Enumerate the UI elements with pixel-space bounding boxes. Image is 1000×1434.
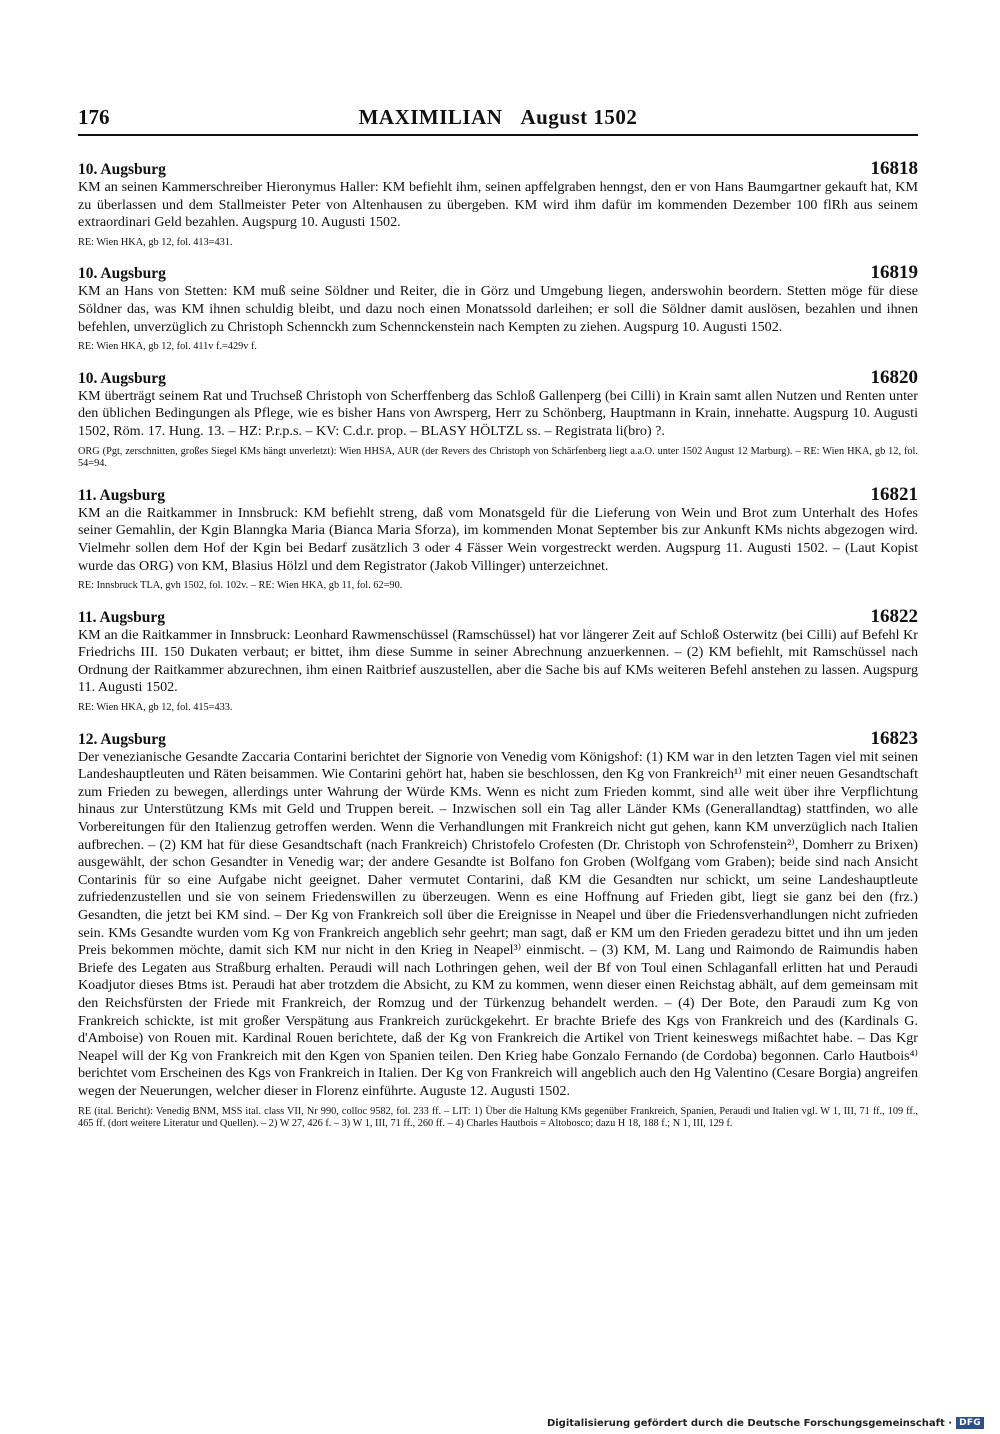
entry-number: 16820: [870, 366, 918, 388]
dfg-logo: DFG: [956, 1417, 984, 1429]
entry-text: KM an die Raitkammer in Innsbruck: Leonhard Rawmenschüssel (Ramschüssel) hat vor längerer Zeit auf Schloß Osterwitz (bei Cilli) auf Befehl Kr Friedrichs III. 150 Dukaten verbaut; er bittet, ihm diese Summe in seiner Abrechnung anzuerkennen. – (2) KM befiehlt, mit Ramschüssel nach Ordnung der Raitkammer abzurechnen, ihm einen Raitbrief auszustellen, aber die Sache bis auf KMs weiteren Befehl anstehen zu lassen. Augspurg 11. Augusti 1502.: [78, 626, 918, 696]
page-header: [78, 104, 918, 136]
entry-date: 10. Augsburg: [78, 161, 166, 178]
entry-text: KM an Hans von Stetten: KM muß seine Söldner und Reiter, die in Görz und Umgebung liegen, anderswohin beordern. Stetten möge für diese Söldner das, was KM ihnen schuldig bleibt, und dazu noch einen Monatssold darleihen; er soll die Söldner damit auslösen, bezahlen und ihnen befehlen, unverzüglich zu Christoph Schennckh zum Schennckenstein nach Kempten zu ziehen. Augspurg 10. Augusti 1502.: [78, 283, 918, 335]
entry-heading: [78, 367, 918, 389]
document-page: [78, 104, 918, 1144]
entry-number: 16818: [870, 158, 918, 179]
entry-heading: [78, 158, 918, 180]
entry-text: KM an die Raitkammer in Innsbruck: KM befiehlt streng, daß vom Monatsgeld für die Lieferung von Wein und Brot zum Unterhalt des Hofes seiner Gemahlin, der Kgin Blanngka Maria (Bianca Maria Sforza), im kommenden Monat September bis zur Ankunft KMs nichts abgezogen wird. Vielmehr sollen dem Hof der Kgin bei Bedarf zusätzlich 3 oder 4 Fässer Wein vorgestreckt werden. Augspurg 11. Augusti 1502. – (Laut Kopist wurde das ORG) von KM, Blasius Hölzl und dem Registrator (Jakob Villinger) unterzeichnet.: [78, 504, 918, 574]
entry-number: 16821: [870, 483, 918, 505]
entry-source: RE (ital. Bericht): Venedig BNM, MSS ital. class VII, Nr 990, colloc 9582, fol. 233 ff. – LIT: 1) Über die Haltung KMs gegenüber Frankreich, Spanien, Peraudi und Italien vgl. W 1, III, 71 ff., 109 ff., 465 ff. (dort weitere Literatur und Quellen). – 2) W 27, 426 f. – 3) W 1, III, 71 ff., 260 ff. – 4) Charles Hautbois = Altobosco; dazu H 18, 188 f.; N 1, III, 129 f.: [78, 1105, 918, 1130]
entry-source: RE: Wien HKA, gb 12, fol. 413=431.: [78, 236, 233, 248]
entry-date: 11. Augsburg: [78, 486, 166, 504]
entry-source: RE: Innsbruck TLA, gvh 1502, fol. 102v. – RE: Wien HKA, gb 11, fol. 62=90.: [78, 580, 403, 592]
entry-source: ORG (Pgt, zerschnitten, großes Siegel KMs hängt unverletzt): Wien HHSA, AUR (der Revers des Christoph von Schärfenberg liegt a.a.O. unter 1502 August 12 Marburg). – RE: Wien HKA, gb 12, fol. 54=94.: [78, 445, 918, 470]
entry-heading: [78, 728, 918, 750]
entry-date: 10. Augsburg: [78, 265, 166, 283]
running-head-month: August 1502: [520, 105, 638, 129]
page-footer: [547, 1417, 984, 1429]
entry: [78, 728, 918, 1131]
entry-number: 16823: [870, 727, 918, 749]
entry-number: 16819: [870, 262, 918, 284]
entries-list: [78, 158, 918, 1131]
entry-source: RE: Wien HKA, gb 12, fol. 411v f.=429v f.: [78, 341, 257, 353]
footer-credit: Digitalisierung gefördert durch die Deutsche Forschungsgemeinschaft ·: [546, 1417, 953, 1429]
entry-text: KM überträgt seinem Rat und Truchseß Christoph von Scherffenberg das Schloß Gallenperg (bei Cilli) in Krain samt allen Nutzen und Renten unter den üblichen Bedingungen als Pflege, wie es bisher Hans von Awrsperg, Herr zu Schönberg, Hauptmann in Krain, innehatte. Augspurg 10. Augusti 1502, Röm. 17. Hung. 13. – HZ: P.r.p.s. – KV: C.d.r. prop. – BLASY HÖLTZL ss. – Registrata li(bro) ?.: [78, 387, 918, 439]
entry: [78, 606, 918, 715]
entry-date: 12. Augsburg: [78, 730, 166, 748]
entry: [78, 158, 918, 249]
entry-heading: [78, 484, 918, 506]
entry-heading: [78, 262, 918, 284]
entry: [78, 262, 918, 353]
entry-text: Der venezianische Gesandte Zaccaria Contarini berichtet der Signorie von Venedig vom Königshof: (1) KM war in den letzten Tagen viel mit seinen Landeshauptleuten und Räten beisammen. Wie Contarini gehört hat, haben sie beschlossen, den Kg von Frankreich¹⁾ mit einer neuen Gesandtschaft zum Frieden zu bewegen, allerdings unter Wahrung der Würde KMs. Wenn es nicht zum Frieden kommt, sind alle weit über ihre Verpflichtung hinaus zur Unterstützung KMs mit Geld und Truppen bereit. – Inzwischen soll ein Tag aller Länder KMs (Generallandtag) stattfinden, wo alle Vorbereitungen für den Italienzug getroffen werden. Wenn die Verhandlungen mit Frankreich nicht gut gehen, kann KM unverzüglich nach Italien aufbrechen. – (2) KM hat für diese Gesandtschaft (nach Frankreich) Christofelo Crofesten (Dr. Christoph von Schrofenstein²⁾, Domherr zu Brixen) ausgewählt, der schon Gesandter in Venedig war; der andere Gesandte ist Bolfano fon Groben (Wolfgang vom Graben); beide sind nach Ansicht Contarinis für so eine Aufgabe nicht geeignet. Daher vermutet Contarini, daß KM die Gesandten nur schickt, um seine Landeshauptleute zufriedenzustellen und sie von seinem Friedenswillen zu überzeugen. Wenn es eine Hoffnung auf Frieden gibt, liegt sie ganz bei den (frz.) Gesandten, die jetzt bei KM sind. – Der Kg von Frankreich soll über die Ereignisse in Neapel und über die Friedensverhandlungen nicht zufrieden sein. KMs Gesandte wurden vom Kg von Frankreich angeblich sehr geehrt; man sagt, daß er KM um den Frieden geradezu bittet und ihn um jeden Preis bekommen möchte, damit sich KM nur nicht in den Krieg in Neapel³⁾ einmischt. – (3) KM, M. Lang und Raimondo de Raimundis haben Briefe des Legaten aus Straßburg erhalten. Peraudi will nach Lothringen gehen, weil der Bf von Toul einen Schlaganfall erlitten hat und Peraudi Koadjutor dieses Btms ist. Peraudi hat aber trotzdem die Absicht, zu KM zu kommen, wenn dieser einen Reichstag abhält, auf dem gemeinsam mit den Reichsfürsten der Friede mit Frankreich, der Romzug und der Türkenzug behandelt werden. – (4) Der Bote, den Paraudi zum Kg von Frankreich schickte, ist mit großer Verspätung aus Frankreich zurückgekehrt. Er brachte Briefe des Kgs von Frankreich und des (Kardinals G. d'Amboise) von Rouen mit. Kardinal Rouen berichtete, daß der Kg von Frankreich die Artikel von Trient keineswegs mißachtet habe. – Das Kgr Neapel will der Kg von Frankreich mit den Kgen von Spanien teilen. Den Krieg habe Gonzalo Fernando (de Cordoba) begonnen. Carlo Hautbois⁴⁾ berichtet vom Erscheinen des Kgs von Frankreich in Italien. Der Kg von Frankreich will angeblich auch den Hg Valentino (Cesare Borgia) angreifen wegen der Neuerungen, welcher dieser in Florenz einführte. Auguste 12. Augusti 1502.: [78, 748, 918, 1099]
running-head: [138, 104, 918, 130]
page-number: 176: [78, 105, 110, 129]
entry: [78, 367, 918, 471]
entry-number: 16822: [870, 605, 918, 627]
entry-heading: [78, 606, 918, 628]
entry-date: 11. Augsburg: [78, 608, 166, 626]
running-head-title: MAXIMILIAN: [358, 105, 503, 129]
entry-date: 10. Augsburg: [78, 369, 166, 387]
entry-source: RE: Wien HKA, gb 12, fol. 415=433.: [78, 702, 233, 714]
entry-text: KM an seinen Kammerschreiber Hieronymus Haller: KM befiehlt ihm, seinen apffelgraben henngst, den er von Hans Baumgartner gekauft hat, KM zu überlassen und dem Stallmeister Peter von Altenhausen zu übergeben. KM wird ihm dafür im kommenden Dezember 100 flRh aus seinem extraordinari Geld bezahlen. Augspurg 10. Augusti 1502.: [78, 179, 918, 231]
entry: [78, 484, 918, 593]
